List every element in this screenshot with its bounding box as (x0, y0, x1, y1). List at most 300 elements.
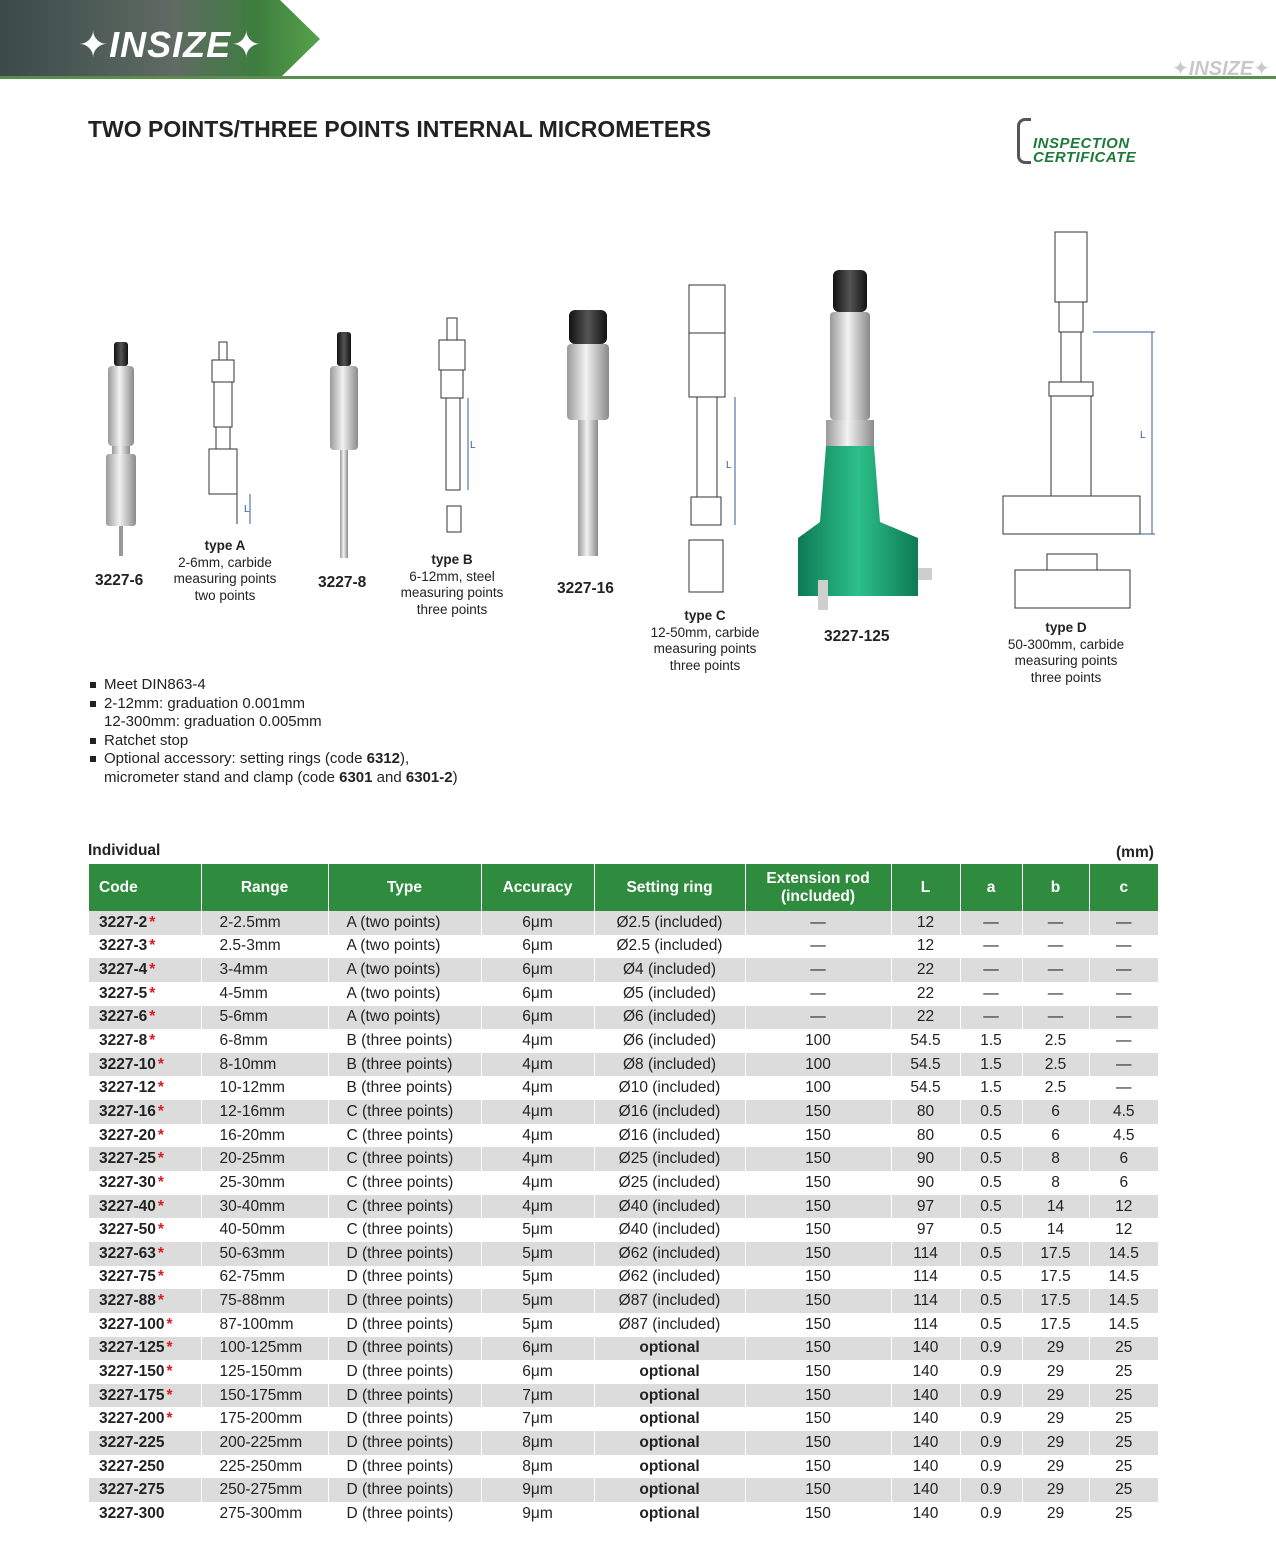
svg-text:L: L (726, 460, 732, 471)
cell-type: B (three points) (328, 1053, 481, 1077)
cell-range: 250-275mm (201, 1478, 328, 1502)
cell-c: 25 (1089, 1360, 1158, 1384)
table-row (89, 935, 1158, 959)
cell-b: — (1022, 958, 1089, 982)
cell-type: A (two points) (328, 911, 481, 935)
cell-range: 30-40mm (201, 1195, 328, 1219)
cell-type: D (three points) (328, 1478, 481, 1502)
cell-extension-rod: 150 (745, 1337, 891, 1361)
cell-type: D (three points) (328, 1431, 481, 1455)
cell-accuracy: 5μm (481, 1218, 594, 1242)
cell-a: 1.5 (960, 1029, 1022, 1053)
cell-a: 0.9 (960, 1384, 1022, 1408)
cell-range: 200-225mm (201, 1431, 328, 1455)
cell-extension-rod: 150 (745, 1171, 891, 1195)
cell-code: 3227-25 * (89, 1147, 201, 1171)
table-row (89, 1431, 1158, 1455)
cell-setting-ring: Ø2.5 (included) (594, 911, 745, 935)
cell-a: 0.5 (960, 1124, 1022, 1148)
cell-b: 29 (1022, 1407, 1089, 1431)
table-row (89, 1289, 1158, 1313)
cell-range: 10-12mm (201, 1076, 328, 1100)
cell-type: A (two points) (328, 982, 481, 1006)
cell-L: 80 (891, 1124, 960, 1148)
cell-type: A (two points) (328, 935, 481, 959)
cell-b: 2.5 (1022, 1053, 1089, 1077)
cell-c: 25 (1089, 1384, 1158, 1408)
cell-a: 0.9 (960, 1431, 1022, 1455)
cell-b: 29 (1022, 1455, 1089, 1479)
header-range: Range (201, 864, 328, 911)
micrometer-3227-8-image (330, 332, 358, 558)
table-row (89, 1195, 1158, 1219)
cell-c: 4.5 (1089, 1100, 1158, 1124)
cell-L: 140 (891, 1431, 960, 1455)
cell-setting-ring: Ø62 (included) (594, 1266, 745, 1290)
cell-type: C (three points) (328, 1195, 481, 1219)
cell-code: 3227-30 * (89, 1171, 201, 1195)
cell-range: 225-250mm (201, 1455, 328, 1479)
cell-range: 25-30mm (201, 1171, 328, 1195)
red-star-icon: * (166, 1410, 173, 1428)
cell-extension-rod: — (745, 935, 891, 959)
cell-a: 0.9 (960, 1502, 1022, 1526)
cell-setting-ring: optional (594, 1360, 745, 1384)
cell-code: 3227-4 * (89, 958, 201, 982)
cell-accuracy: 8μm (481, 1455, 594, 1479)
table-row (89, 1455, 1158, 1479)
cell-code: 3227-300 (89, 1502, 201, 1526)
cell-c: 4.5 (1089, 1124, 1158, 1148)
cell-accuracy: 4μm (481, 1076, 594, 1100)
red-star-icon: * (149, 984, 156, 1002)
svg-text:L: L (244, 504, 250, 515)
cell-a: — (960, 935, 1022, 959)
cell-extension-rod: 100 (745, 1029, 891, 1053)
cell-c: 14.5 (1089, 1289, 1158, 1313)
cell-code: 3227-10 * (89, 1053, 201, 1077)
cell-c: — (1089, 911, 1158, 935)
cell-c: — (1089, 982, 1158, 1006)
cell-type: B (three points) (328, 1076, 481, 1100)
cell-L: 54.5 (891, 1053, 960, 1077)
cell-setting-ring: Ø40 (included) (594, 1195, 745, 1219)
cell-extension-rod: 150 (745, 1313, 891, 1337)
cell-L: 90 (891, 1147, 960, 1171)
cell-range: 87-100mm (201, 1313, 328, 1337)
cell-setting-ring: Ø6 (included) (594, 1006, 745, 1030)
cell-b: — (1022, 911, 1089, 935)
cell-a: 0.5 (960, 1171, 1022, 1195)
cell-range: 5-6mm (201, 1006, 328, 1030)
cell-a: — (960, 982, 1022, 1006)
table-row (89, 1218, 1158, 1242)
cell-extension-rod: 150 (745, 1502, 891, 1526)
cell-accuracy: 4μm (481, 1053, 594, 1077)
cell-accuracy: 6μm (481, 911, 594, 935)
cell-range: 8-10mm (201, 1053, 328, 1077)
cell-L: 140 (891, 1360, 960, 1384)
cell-c: 25 (1089, 1337, 1158, 1361)
cell-b: — (1022, 935, 1089, 959)
red-star-icon: * (166, 1386, 173, 1404)
cell-range: 12-16mm (201, 1100, 328, 1124)
red-star-icon: * (166, 1315, 173, 1333)
cell-setting-ring: Ø4 (included) (594, 958, 745, 982)
cell-setting-ring: Ø6 (included) (594, 1029, 745, 1053)
red-star-icon: * (166, 1339, 173, 1357)
cell-c: 14.5 (1089, 1266, 1158, 1290)
cell-setting-ring: optional (594, 1502, 745, 1526)
cell-setting-ring: optional (594, 1431, 745, 1455)
cell-a: 0.5 (960, 1289, 1022, 1313)
svg-text:L: L (1140, 430, 1146, 441)
cell-b: 8 (1022, 1147, 1089, 1171)
table-row (89, 1124, 1158, 1148)
cell-setting-ring: optional (594, 1337, 745, 1361)
cell-L: 54.5 (891, 1076, 960, 1100)
cell-c: 25 (1089, 1407, 1158, 1431)
type-b-drawing (439, 318, 476, 532)
cell-setting-ring: Ø16 (included) (594, 1100, 745, 1124)
cell-b: — (1022, 1006, 1089, 1030)
cell-L: 140 (891, 1455, 960, 1479)
red-star-icon: * (157, 1173, 164, 1191)
cell-accuracy: 4μm (481, 1100, 594, 1124)
cell-c: — (1089, 935, 1158, 959)
cell-c: 25 (1089, 1502, 1158, 1526)
cell-c: 12 (1089, 1218, 1158, 1242)
cell-accuracy: 5μm (481, 1242, 594, 1266)
micrometer-3227-6-image (106, 342, 136, 556)
cell-range: 150-175mm (201, 1384, 328, 1408)
cell-extension-rod: 150 (745, 1147, 891, 1171)
table-row (89, 1407, 1158, 1431)
table-row (89, 1313, 1158, 1337)
feature-item: 2-12mm: graduation 0.001mm (90, 695, 458, 714)
cell-b: 2.5 (1022, 1076, 1089, 1100)
cell-code: 3227-200 * (89, 1407, 201, 1431)
cell-a: 0.9 (960, 1337, 1022, 1361)
page-title: TWO POINTS/THREE POINTS INTERNAL MICROMETERS (88, 116, 712, 142)
cell-type: A (two points) (328, 958, 481, 982)
cell-b: 17.5 (1022, 1266, 1089, 1290)
cell-code: 3227-40 * (89, 1195, 201, 1219)
type-c-drawing (689, 285, 735, 592)
cell-L: 97 (891, 1218, 960, 1242)
cell-type: D (three points) (328, 1360, 481, 1384)
cell-setting-ring: Ø8 (included) (594, 1053, 745, 1077)
cell-code: 3227-150 * (89, 1360, 201, 1384)
cell-a: 0.5 (960, 1313, 1022, 1337)
cell-extension-rod: — (745, 911, 891, 935)
cell-a: 0.9 (960, 1360, 1022, 1384)
red-star-icon: * (157, 1244, 164, 1262)
cell-type: D (three points) (328, 1455, 481, 1479)
cell-L: 22 (891, 1006, 960, 1030)
table-row (89, 1337, 1158, 1361)
cell-setting-ring: optional (594, 1455, 745, 1479)
cell-range: 4-5mm (201, 982, 328, 1006)
cell-b: 14 (1022, 1195, 1089, 1219)
table-row (89, 1242, 1158, 1266)
spec-table-body (89, 911, 1158, 1526)
feature-item: Optional accessory: setting rings (code 6312), (90, 750, 458, 769)
cell-code: 3227-12 * (89, 1076, 201, 1100)
red-star-icon: * (157, 1268, 164, 1286)
cell-accuracy: 6μm (481, 1360, 594, 1384)
red-star-icon: * (157, 1079, 164, 1097)
cell-b: 17.5 (1022, 1289, 1089, 1313)
cell-type: C (three points) (328, 1124, 481, 1148)
cell-extension-rod: 150 (745, 1431, 891, 1455)
type-a-drawing (209, 342, 250, 524)
cell-L: 80 (891, 1100, 960, 1124)
code-label-3227-125: 3227-125 (824, 628, 890, 645)
table-row (89, 982, 1158, 1006)
cell-L: 22 (891, 982, 960, 1006)
cell-range: 275-300mm (201, 1502, 328, 1526)
cell-a: — (960, 911, 1022, 935)
cell-setting-ring: Ø87 (included) (594, 1289, 745, 1313)
cell-range: 40-50mm (201, 1218, 328, 1242)
header-b: b (1022, 864, 1089, 911)
cell-type: D (three points) (328, 1384, 481, 1408)
table-row (89, 1360, 1158, 1384)
cell-accuracy: 6μm (481, 1337, 594, 1361)
table-row (89, 1171, 1158, 1195)
cell-code: 3227-175 * (89, 1384, 201, 1408)
cell-c: 25 (1089, 1455, 1158, 1479)
cell-range: 16-20mm (201, 1124, 328, 1148)
cell-code: 3227-100 * (89, 1313, 201, 1337)
cell-accuracy: 5μm (481, 1289, 594, 1313)
feature-item: Meet DIN863-4 (90, 676, 458, 695)
cell-setting-ring: Ø25 (included) (594, 1147, 745, 1171)
cell-b: 6 (1022, 1100, 1089, 1124)
cell-b: 29 (1022, 1502, 1089, 1526)
cell-range: 6-8mm (201, 1029, 328, 1053)
cell-code: 3227-250 (89, 1455, 201, 1479)
cell-range: 3-4mm (201, 958, 328, 982)
cell-code: 3227-75 * (89, 1266, 201, 1290)
header-c: c (1089, 864, 1158, 911)
cell-L: 114 (891, 1289, 960, 1313)
certificate-line-2: CERTIFICATE (1033, 149, 1137, 166)
certificate-line-1: INSPECTION (1033, 135, 1130, 152)
cell-c: — (1089, 1029, 1158, 1053)
feature-item: Ratchet stop (90, 732, 458, 751)
cell-c: 25 (1089, 1478, 1158, 1502)
cell-b: 29 (1022, 1384, 1089, 1408)
cell-code: 3227-16 * (89, 1100, 201, 1124)
cell-extension-rod: — (745, 1006, 891, 1030)
cell-type: D (three points) (328, 1289, 481, 1313)
cell-a: 0.9 (960, 1478, 1022, 1502)
cell-accuracy: 6μm (481, 935, 594, 959)
cell-c: — (1089, 958, 1158, 982)
cell-extension-rod: 150 (745, 1360, 891, 1384)
insize-logo: ✦INSIZE✦ (78, 24, 263, 65)
cell-code: 3227-63 * (89, 1242, 201, 1266)
cell-accuracy: 4μm (481, 1124, 594, 1148)
cell-extension-rod: 150 (745, 1384, 891, 1408)
header-L: L (891, 864, 960, 911)
type-d-caption: type D 50-300mm, carbide measuring points three points (1007, 620, 1125, 685)
certificate-bracket-icon (1017, 118, 1031, 164)
table-row (89, 958, 1158, 982)
cell-type: D (three points) (328, 1337, 481, 1361)
cell-setting-ring: Ø16 (included) (594, 1124, 745, 1148)
cell-a: 0.9 (960, 1455, 1022, 1479)
cell-setting-ring: optional (594, 1407, 745, 1431)
feature-item-continued: micrometer stand and clamp (code 6301 and 6301-2) (104, 768, 458, 786)
cell-b: 17.5 (1022, 1313, 1089, 1337)
table-row (89, 1478, 1158, 1502)
cell-L: 22 (891, 958, 960, 982)
cell-L: 140 (891, 1337, 960, 1361)
cell-extension-rod: 150 (745, 1195, 891, 1219)
cell-c: 6 (1089, 1147, 1158, 1171)
cell-accuracy: 4μm (481, 1029, 594, 1053)
cell-a: 0.5 (960, 1266, 1022, 1290)
cell-accuracy: 8μm (481, 1431, 594, 1455)
cell-extension-rod: 150 (745, 1218, 891, 1242)
type-a-caption: type A 2-6mm, carbide measuring points two points (173, 538, 277, 603)
cell-accuracy: 4μm (481, 1195, 594, 1219)
red-star-icon: * (149, 937, 156, 955)
red-star-icon: * (157, 1221, 164, 1239)
cell-b: 2.5 (1022, 1029, 1089, 1053)
cell-L: 114 (891, 1242, 960, 1266)
cell-extension-rod: 150 (745, 1100, 891, 1124)
cell-b: 8 (1022, 1171, 1089, 1195)
table-header-row (89, 864, 1158, 911)
cell-type: D (three points) (328, 1502, 481, 1526)
header-accuracy: Accuracy (481, 864, 594, 911)
cell-code: 3227-5 * (89, 982, 201, 1006)
insize-logo-small: ✦INSIZE✦ (1172, 58, 1270, 80)
type-c-caption: type C 12-50mm, carbide measuring points three points (650, 608, 760, 673)
cell-c: — (1089, 1053, 1158, 1077)
cell-setting-ring: Ø25 (included) (594, 1171, 745, 1195)
red-star-icon: * (157, 1055, 164, 1073)
cell-range: 62-75mm (201, 1266, 328, 1290)
header-rule (0, 76, 1276, 79)
cell-c: 14.5 (1089, 1242, 1158, 1266)
cell-setting-ring: Ø10 (included) (594, 1076, 745, 1100)
cell-L: 114 (891, 1313, 960, 1337)
cell-b: 14 (1022, 1218, 1089, 1242)
cell-L: 97 (891, 1195, 960, 1219)
table-row (89, 1029, 1158, 1053)
cell-extension-rod: 150 (745, 1289, 891, 1313)
cell-accuracy: 4μm (481, 1171, 594, 1195)
cell-code: 3227-8 * (89, 1029, 201, 1053)
cell-type: C (three points) (328, 1171, 481, 1195)
cell-a: 1.5 (960, 1076, 1022, 1100)
cell-extension-rod: 150 (745, 1455, 891, 1479)
cell-c: 12 (1089, 1195, 1158, 1219)
cell-a: 0.5 (960, 1195, 1022, 1219)
cell-type: C (three points) (328, 1218, 481, 1242)
cell-code: 3227-3 * (89, 935, 201, 959)
cell-L: 54.5 (891, 1029, 960, 1053)
cell-extension-rod: — (745, 982, 891, 1006)
cell-code: 3227-6 * (89, 1006, 201, 1030)
cell-b: — (1022, 982, 1089, 1006)
cell-a: 1.5 (960, 1053, 1022, 1077)
cell-type: D (three points) (328, 1407, 481, 1431)
cell-L: 140 (891, 1407, 960, 1431)
svg-text:L: L (470, 440, 476, 451)
cell-accuracy: 9μm (481, 1478, 594, 1502)
cell-code: 3227-20 * (89, 1124, 201, 1148)
cell-range: 175-200mm (201, 1407, 328, 1431)
cell-type: C (three points) (328, 1147, 481, 1171)
table-row (89, 1384, 1158, 1408)
red-star-icon: * (157, 1292, 164, 1310)
cell-c: 14.5 (1089, 1313, 1158, 1337)
cell-setting-ring: Ø62 (included) (594, 1242, 745, 1266)
cell-type: C (three points) (328, 1100, 481, 1124)
cell-type: D (three points) (328, 1266, 481, 1290)
table-row (89, 1053, 1158, 1077)
inspection-certificate-badge (1017, 118, 1162, 164)
table-row (89, 1502, 1158, 1526)
cell-extension-rod: 100 (745, 1076, 891, 1100)
cell-L: 114 (891, 1266, 960, 1290)
cell-accuracy: 7μm (481, 1384, 594, 1408)
cell-b: 29 (1022, 1478, 1089, 1502)
cell-setting-ring: Ø2.5 (included) (594, 935, 745, 959)
red-star-icon: * (149, 961, 156, 979)
cell-code: 3227-2 * (89, 911, 201, 935)
spec-table (89, 864, 1158, 1526)
header-extension-rod: Extension rod (included) (745, 864, 891, 911)
cell-code: 3227-125 * (89, 1337, 201, 1361)
cell-setting-ring: optional (594, 1384, 745, 1408)
cell-code: 3227-275 (89, 1478, 201, 1502)
cell-type: B (three points) (328, 1029, 481, 1053)
header-bar (0, 0, 1276, 80)
cell-range: 75-88mm (201, 1289, 328, 1313)
micrometer-3227-125-image (798, 270, 932, 610)
cell-type: D (three points) (328, 1313, 481, 1337)
red-star-icon: * (149, 1032, 156, 1050)
cell-range: 20-25mm (201, 1147, 328, 1171)
red-star-icon: * (157, 1102, 164, 1120)
feature-item-continued: 12-300mm: graduation 0.005mm (104, 713, 322, 730)
cell-L: 90 (891, 1171, 960, 1195)
red-star-icon: * (149, 1008, 156, 1026)
cell-extension-rod: — (745, 958, 891, 982)
red-star-icon: * (157, 1150, 164, 1168)
cell-range: 50-63mm (201, 1242, 328, 1266)
table-row (89, 1006, 1158, 1030)
cell-L: 12 (891, 935, 960, 959)
cell-setting-ring: optional (594, 1478, 745, 1502)
cell-a: 0.5 (960, 1147, 1022, 1171)
micrometer-3227-16-image (567, 310, 609, 556)
cell-accuracy: 6μm (481, 982, 594, 1006)
cell-code: 3227-88 * (89, 1289, 201, 1313)
cell-accuracy: 9μm (481, 1502, 594, 1526)
table-row (89, 1147, 1158, 1171)
cell-b: 17.5 (1022, 1242, 1089, 1266)
cell-a: 0.5 (960, 1218, 1022, 1242)
cell-extension-rod: 150 (745, 1124, 891, 1148)
